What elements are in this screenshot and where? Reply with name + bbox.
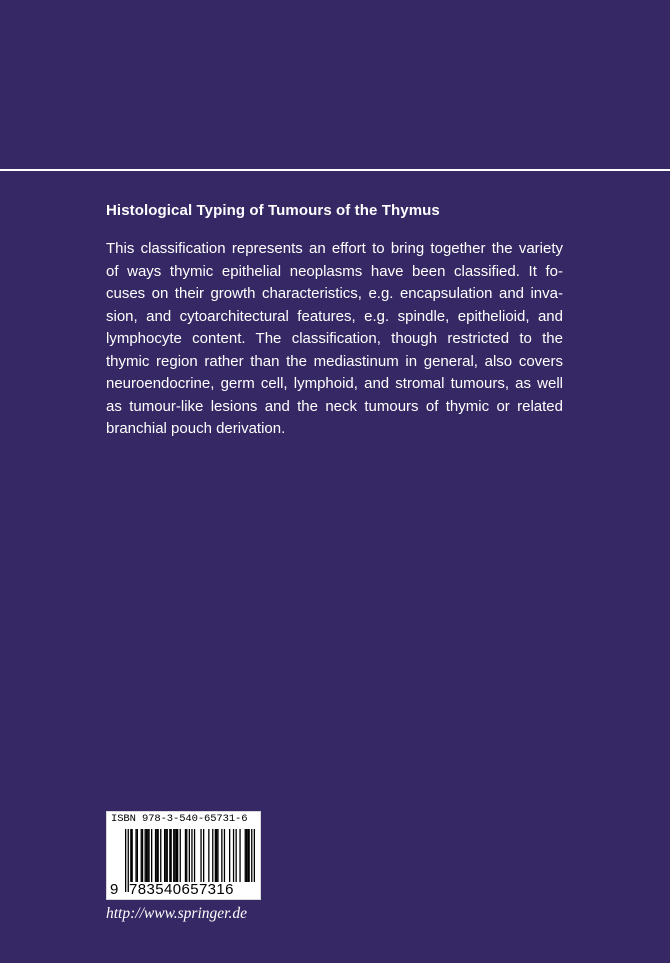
publisher-url[interactable]: http://www.springer.de [106, 905, 247, 922]
barcode-bar [167, 829, 168, 882]
barcode-bar [217, 829, 218, 882]
barcode-bar [146, 829, 147, 882]
description-line: cuses on their growth characteristics, e.g. encapsulation and inva- [106, 285, 563, 302]
barcode-bar [247, 829, 248, 882]
barcode-bar [145, 829, 146, 882]
barcode-bar [176, 829, 177, 882]
barcode-bar [229, 829, 230, 882]
barcode-bar [246, 829, 247, 882]
description-line: of ways thymic epithelial neoplasms have been classified. It fo- [106, 262, 563, 280]
barcode-bar [155, 829, 156, 882]
barcode-bar [224, 829, 225, 882]
isbn-label: ISBN 978-3-540-65731-6 [111, 813, 248, 825]
barcode-bar [165, 829, 166, 882]
barcode-first-digit: 9 [110, 882, 122, 898]
barcode-bar [164, 829, 165, 882]
barcode-bar [169, 829, 170, 882]
barcode-bar [200, 829, 201, 882]
barcode-bar [158, 829, 159, 882]
barcode-bar [249, 829, 250, 882]
barcode-bar [239, 829, 240, 882]
barcode-bar [236, 829, 237, 882]
barcode-bar [135, 829, 136, 882]
barcode-bar [148, 829, 149, 882]
barcode-bar [160, 829, 161, 882]
barcode-bar [156, 829, 157, 882]
barcode-bar [245, 829, 246, 882]
isbn-barcode [106, 811, 261, 900]
description-line: This classification represents an effort to bring together the variety [106, 240, 563, 257]
barcode-bar [171, 829, 172, 882]
description-line: neuroendocrine, germ cell, lymphoid, and stromal tumours, as well [106, 375, 563, 392]
description-line: branchial pouch derivation. [106, 420, 286, 437]
barcode-bar [173, 829, 174, 882]
description-line: sion, and cytoarchitectural features, e.g. spindle, epithelioid, and [106, 307, 563, 325]
description-line: as tumour-like lesions and the neck tumours of thymic or related [106, 397, 563, 415]
barcode-bar [194, 829, 195, 882]
barcode-bar [216, 829, 217, 882]
barcode-bar [208, 829, 209, 882]
barcode-bar [215, 829, 216, 882]
barcode-bar [180, 829, 181, 882]
description-text [106, 238, 563, 441]
barcode-bar [147, 829, 148, 882]
barcode-bar [142, 829, 143, 882]
barcode-bar [174, 829, 175, 882]
barcode-bar [212, 829, 213, 882]
barcode-bar [141, 829, 142, 882]
barcode-bar [125, 829, 126, 892]
horizontal-rule [0, 169, 670, 171]
barcode-bar [203, 829, 204, 882]
barcode-digits: 783540657316 [129, 882, 257, 898]
barcode-bar [177, 829, 178, 882]
book-title: Histological Typing of Tumours of the Thymus [106, 202, 440, 219]
barcode-bar [151, 829, 152, 882]
description-line: thymic region rather than the mediastinum in general, also covers [106, 352, 563, 370]
barcode-bar [221, 829, 222, 882]
barcode-bar [233, 829, 234, 882]
barcode-bar [191, 829, 192, 882]
barcode-bar [137, 829, 138, 882]
barcode-bar [130, 829, 131, 882]
barcode-bar [132, 829, 133, 882]
description-line: lymphocyte content. The classification, though restricted to the [106, 330, 563, 347]
